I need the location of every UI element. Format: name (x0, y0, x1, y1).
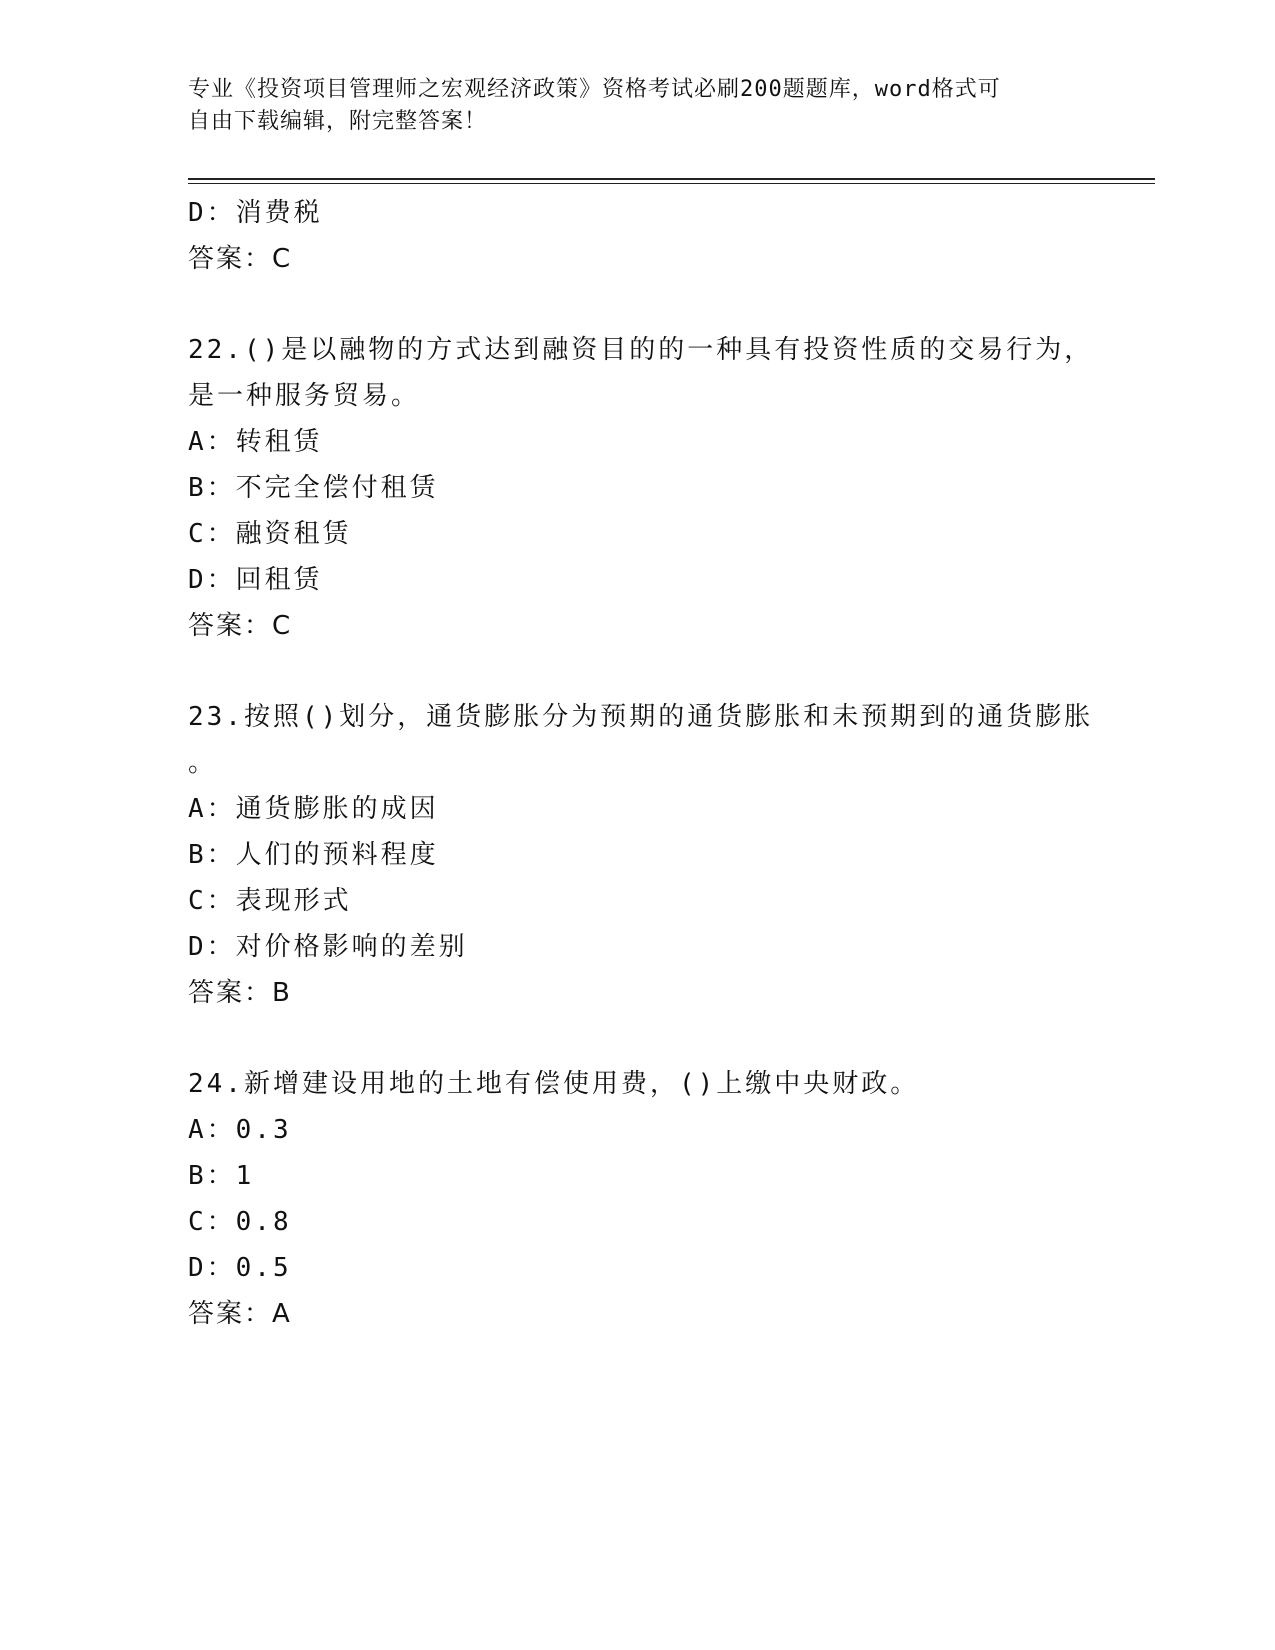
answer: 答案：C (188, 244, 293, 274)
question-stem: 24.新增建设用地的土地有偿使用费，()上缴中央财政。 (188, 1069, 920, 1099)
header-line-2: 自由下载编辑，附完整答案！ (188, 109, 488, 134)
answer: 答案：C (188, 611, 293, 641)
answer: 答案：A (188, 1299, 292, 1329)
question-21-tail (188, 190, 1108, 282)
spacer (188, 282, 1108, 327)
option-b: B：1 (188, 1161, 255, 1191)
option-d: D：消费税 (188, 198, 323, 228)
header-divider-thin (188, 183, 1155, 184)
option-c: C：表现形式 (188, 886, 352, 916)
header-line-1: 专业《投资项目管理师之宏观经济政策》资格考试必刷200题题库，word格式可 (188, 77, 1001, 102)
question-stem: 22.()是以融物的方式达到融资目的的一种具有投资性质的交易行为， (188, 335, 1094, 365)
answer: 答案：B (188, 978, 292, 1008)
question-22 (188, 327, 1108, 649)
question-stem-continued: 。 (188, 748, 218, 778)
option-b: B：人们的预料程度 (188, 840, 439, 870)
option-b: B：不完全偿付租赁 (188, 473, 439, 503)
spacer (188, 1016, 1108, 1061)
header-divider-thick (188, 178, 1155, 180)
option-d: D：回租赁 (188, 565, 323, 595)
option-d: D：对价格影响的差别 (188, 932, 468, 962)
option-c: C：0.8 (188, 1207, 292, 1237)
question-24 (188, 1061, 1108, 1337)
question-list (188, 190, 1108, 1337)
question-stem-continued: 是一种服务贸易。 (188, 381, 421, 411)
option-c: C：融资租赁 (188, 519, 352, 549)
question-23 (188, 694, 1108, 1016)
option-a: A：0.3 (188, 1115, 292, 1145)
option-a: A：通货膨胀的成因 (188, 794, 439, 824)
option-a: A：转租赁 (188, 427, 323, 457)
option-d: D：0.5 (188, 1253, 292, 1283)
document-header (188, 74, 1088, 138)
question-stem: 23.按照()划分，通货膨胀分为预期的通货膨胀和未预期到的通货膨胀 (188, 702, 1094, 732)
spacer (188, 649, 1108, 694)
